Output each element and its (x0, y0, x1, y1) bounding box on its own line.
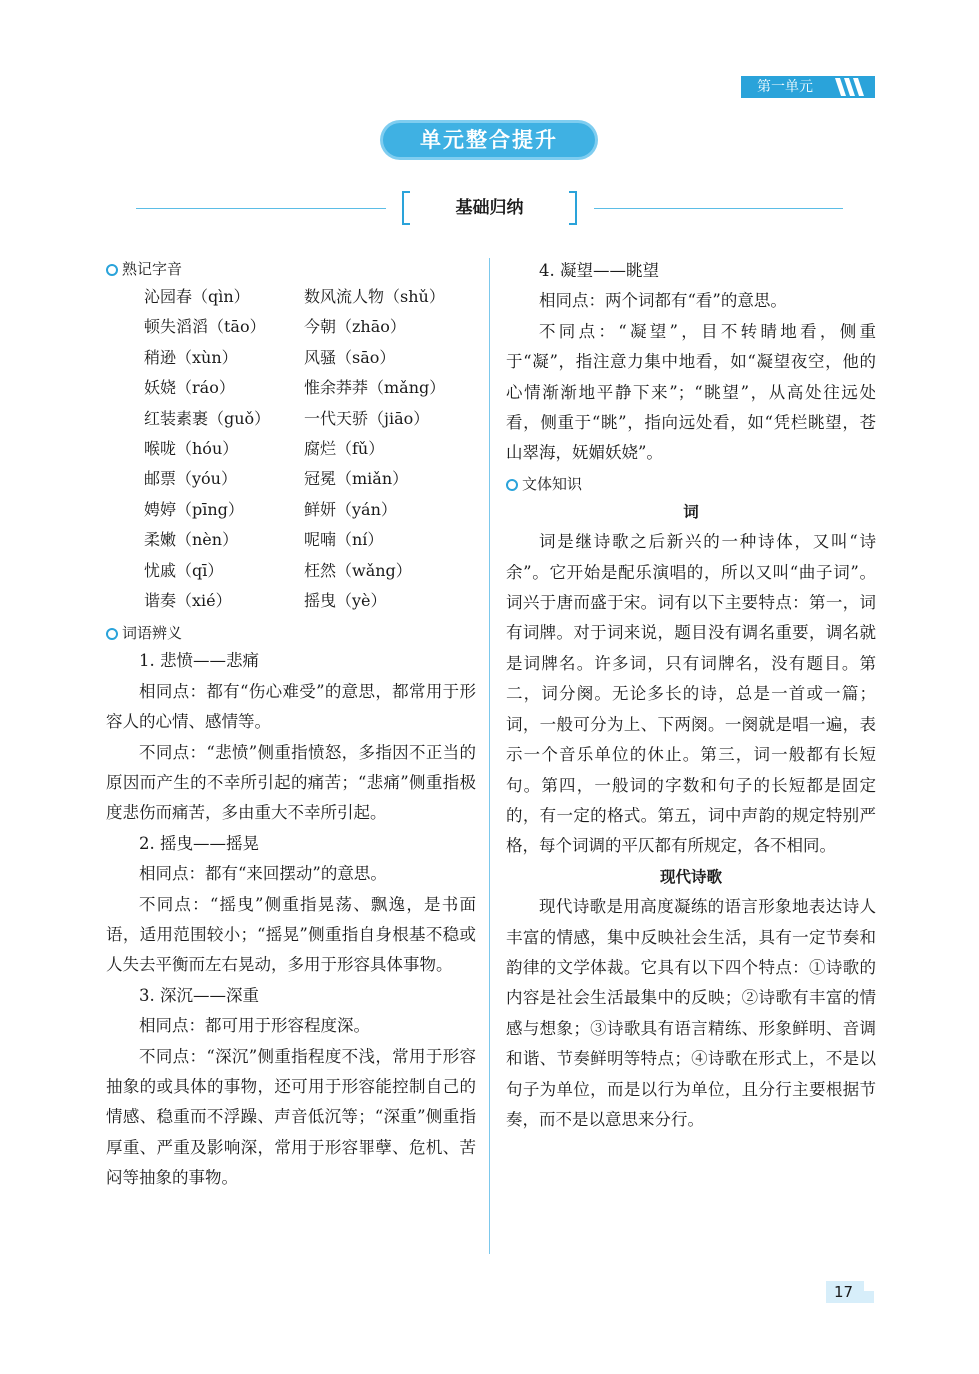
section-heading-box (402, 191, 577, 225)
pron-item: 稍逊（xùn） (144, 347, 238, 367)
ci-title: 词 (683, 502, 699, 521)
page-title-pill (380, 120, 598, 160)
word-same: 相同点：都可用于形容程度深。 (139, 1016, 370, 1036)
pron-item: 一代天骄（jiāo） (304, 408, 430, 428)
pron-item: 数风流人物（shǔ） (304, 287, 445, 306)
pronunciation-list (144, 282, 476, 616)
pron-item: 红装素裹（guǒ） (144, 408, 271, 428)
ci-text: 词是继诗歌之后新兴的一种诗体，又叫“诗余”。它开始是配乐演唱的，所以又叫“曲子词”。词兴于唐而盛于宋。词有以下主要特点：第一，词有词牌。对于词来说，题目没有调名重要，调名就是词牌名。许多词，只有词牌名，没有题目。第二，词分阕。无论多长的诗，总是一首或一篇；词，一般可分为上、下两阕。一阕就是唱一遍，表示一个音乐单位的休止。第三，词一般都有长短句。第四，一般词的字数和句子的长短都是固定的，有一定的格式。第五，词中声韵的规定特别严格，每个词调的平仄都有所规定，各不相同。 (506, 532, 876, 856)
pron-item: 腐烂（fǔ） (304, 438, 385, 458)
word-pair-title: 2. 摇曳——摇晃 (139, 833, 259, 853)
right-column (506, 256, 876, 1135)
page-title: 单元整合提升 (383, 123, 595, 157)
unit-tag (741, 76, 875, 98)
pron-item: 呢喃（ní） (304, 530, 384, 550)
word-diff: 不同点：“摇曳”侧重指晃荡、飘逸，是书面语，适用范围较小；“摇晃”侧重指自身根基不稳或人失去平衡而左右晃动，多用于形容具体事物。 (106, 894, 476, 975)
pron-item: 妖娆（ráo） (144, 378, 235, 398)
pron-item: 谐奏（xié） (144, 590, 232, 610)
word-pair-title: 1. 悲愤——悲痛 (139, 651, 259, 671)
pron-item: 枉然（wǎng） (304, 560, 412, 580)
left-column (106, 256, 476, 1194)
pron-item: 摇曳（yè） (304, 590, 387, 610)
unit-label: 第一单元 (757, 79, 813, 95)
poem-text: 现代诗歌是用高度凝练的语言形象地表达诗人丰富的情感，集中反映社会生活，具有一定节奏和韵律的文学体裁。它具有以下四个特点：①诗歌的内容是社会生活最集中的反映；②诗歌有丰富的情感与想象；③诗歌具有语言精练、形象鲜明、音调和谐、节奏鲜明等特点；④诗歌在形式上，不是以句子为单位，而是以行为单位，且分行主要根据节奏，而不是以意思来分行。 (506, 897, 876, 1129)
section-line-right (594, 208, 843, 209)
pron-item: 风骚（sāo） (304, 347, 396, 367)
word-same: 相同点：两个词都有“看”的意思。 (539, 291, 787, 311)
word-same: 相同点：都有“来回摆动”的意思。 (139, 864, 387, 884)
heading-word-meaning: 词语辨义 (106, 620, 476, 646)
page-number-tag (826, 1281, 874, 1303)
word-diff: 不同点：“深沉”侧重指程度不浅，常用于形容抽象的或具体的事物，还可用于形容能控制自己的情感、稳重而不浮躁、声音低沉等；“深重”侧重指厚重、严重及影响深，常用于形容罪孽、危机、苦闷等抽象的事物。 (106, 1046, 476, 1188)
pron-item: 惟余莽莽（mǎng） (304, 378, 446, 398)
page-number: 17 (834, 1283, 854, 1301)
section-heading: 基础归纳 (455, 198, 524, 218)
pron-item: 鲜妍（yán） (304, 499, 397, 519)
pron-item: 今朝（zhāo） (304, 317, 406, 337)
pron-item: 忧戚（qī） (144, 560, 224, 580)
word-same: 相同点：都有“伤心难受”的意思，都常用于形容人的心情、感情等。 (106, 681, 476, 732)
pron-item: 娉婷（pīng） (144, 499, 244, 519)
poem-title: 现代诗歌 (659, 867, 722, 886)
word-pair-title: 3. 深沉——深重 (139, 985, 259, 1005)
stripes-icon (835, 78, 869, 96)
section-line-left (136, 208, 386, 209)
pron-item: 喉咙（hóu） (144, 438, 239, 458)
pron-item: 邮票（yóu） (144, 469, 237, 489)
pron-item: 冠冕（miǎn） (304, 469, 409, 489)
pron-item: 柔嫩（nèn） (144, 530, 239, 550)
heading-genre: 文体知识 (506, 471, 876, 497)
heading-pronunciation: 熟记字音 (106, 256, 476, 282)
word-diff: 不同点：“悲愤”侧重指愤怒，多指因不正当的原因而产生的不幸所引起的痛苦；“悲痛”侧重指极度悲伤而痛苦，多由重大不幸所引起。 (106, 742, 476, 823)
pron-item: 顿失滔滔（tāo） (144, 317, 266, 337)
word-diff: 不同点：“凝望”，目不转睛地看，侧重于“凝”，指注意力集中地看，如“凝望夜空，他的心情渐渐地平静下来”；“眺望”，从高处往远处看，侧重于“眺”，指向远处看，如“凭栏眺望，苍山翠海，妩媚妖娆”。 (506, 321, 876, 463)
word-pair-title: 4. 凝望——眺望 (539, 261, 659, 280)
page-number-accent (864, 1281, 874, 1291)
pron-item: 沁园春（qìn） (144, 287, 250, 306)
